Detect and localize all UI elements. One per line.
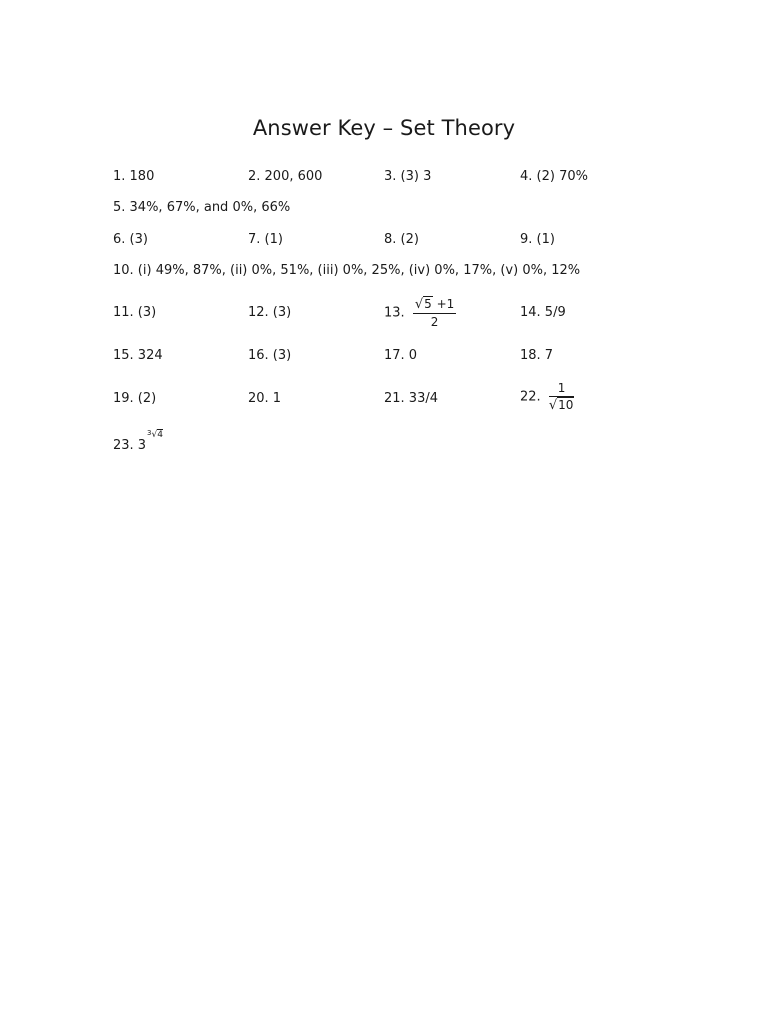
answer-21: 21. 33/4 bbox=[384, 391, 438, 406]
answer-3: 3. (3) 3 bbox=[384, 169, 432, 184]
answer-18: 18. 7 bbox=[520, 348, 554, 363]
sqrt-icon: √5 bbox=[414, 297, 432, 312]
answer-6: 6. (3) bbox=[113, 232, 148, 247]
answer-13-fraction bbox=[413, 297, 456, 329]
answer-20: 20. 1 bbox=[248, 391, 282, 406]
answer-17: 17. 0 bbox=[384, 348, 418, 363]
answer-13-numerator: √5 +1 bbox=[414, 297, 455, 312]
sqrt-icon: √10 bbox=[548, 398, 574, 413]
answer-13-label: 13. bbox=[384, 305, 405, 321]
answer-1: 1. 180 bbox=[113, 169, 155, 184]
answer-22-fraction bbox=[549, 381, 575, 413]
cube-root-icon: $^3$√4 bbox=[147, 429, 163, 440]
answer-22-numerator: 1 bbox=[549, 381, 575, 397]
answer-13-denominator: 2 bbox=[430, 315, 439, 329]
answer-12: 12. (3) bbox=[248, 305, 292, 320]
answer-5: 5. 34%, 67%, and 0%, 66% bbox=[113, 200, 291, 215]
answer-23 bbox=[113, 429, 163, 454]
answer-22-denominator bbox=[549, 397, 575, 413]
answer-22 bbox=[520, 381, 574, 413]
answer-23-expression: 23. 3 $^3$√4 bbox=[113, 429, 163, 453]
answer-19: 19. (2) bbox=[113, 391, 157, 406]
answer-10: 10. (i) 49%, 87%, (ii) 0%, 51%, (iii) 0%, 25%, (iv) 0%, 17%, (v) 0%, 12% bbox=[113, 263, 581, 278]
page-title: Answer Key – Set Theory bbox=[252, 116, 516, 140]
answer-15: 15. 324 bbox=[113, 348, 163, 363]
answer-14: 14. 5/9 bbox=[520, 305, 566, 320]
answer-8: 8. (2) bbox=[384, 232, 419, 247]
answer-11: 11. (3) bbox=[113, 305, 157, 320]
answer-2: 2. 200, 600 bbox=[248, 169, 323, 184]
answer-4: 4. (2) 70% bbox=[520, 169, 588, 184]
answer-9: 9. (1) bbox=[520, 232, 555, 247]
answer-13 bbox=[384, 297, 456, 329]
answer-16: 16. (3) bbox=[248, 348, 292, 363]
answer-22-label: 22. bbox=[520, 389, 541, 405]
answer-7: 7. (1) bbox=[248, 232, 283, 247]
